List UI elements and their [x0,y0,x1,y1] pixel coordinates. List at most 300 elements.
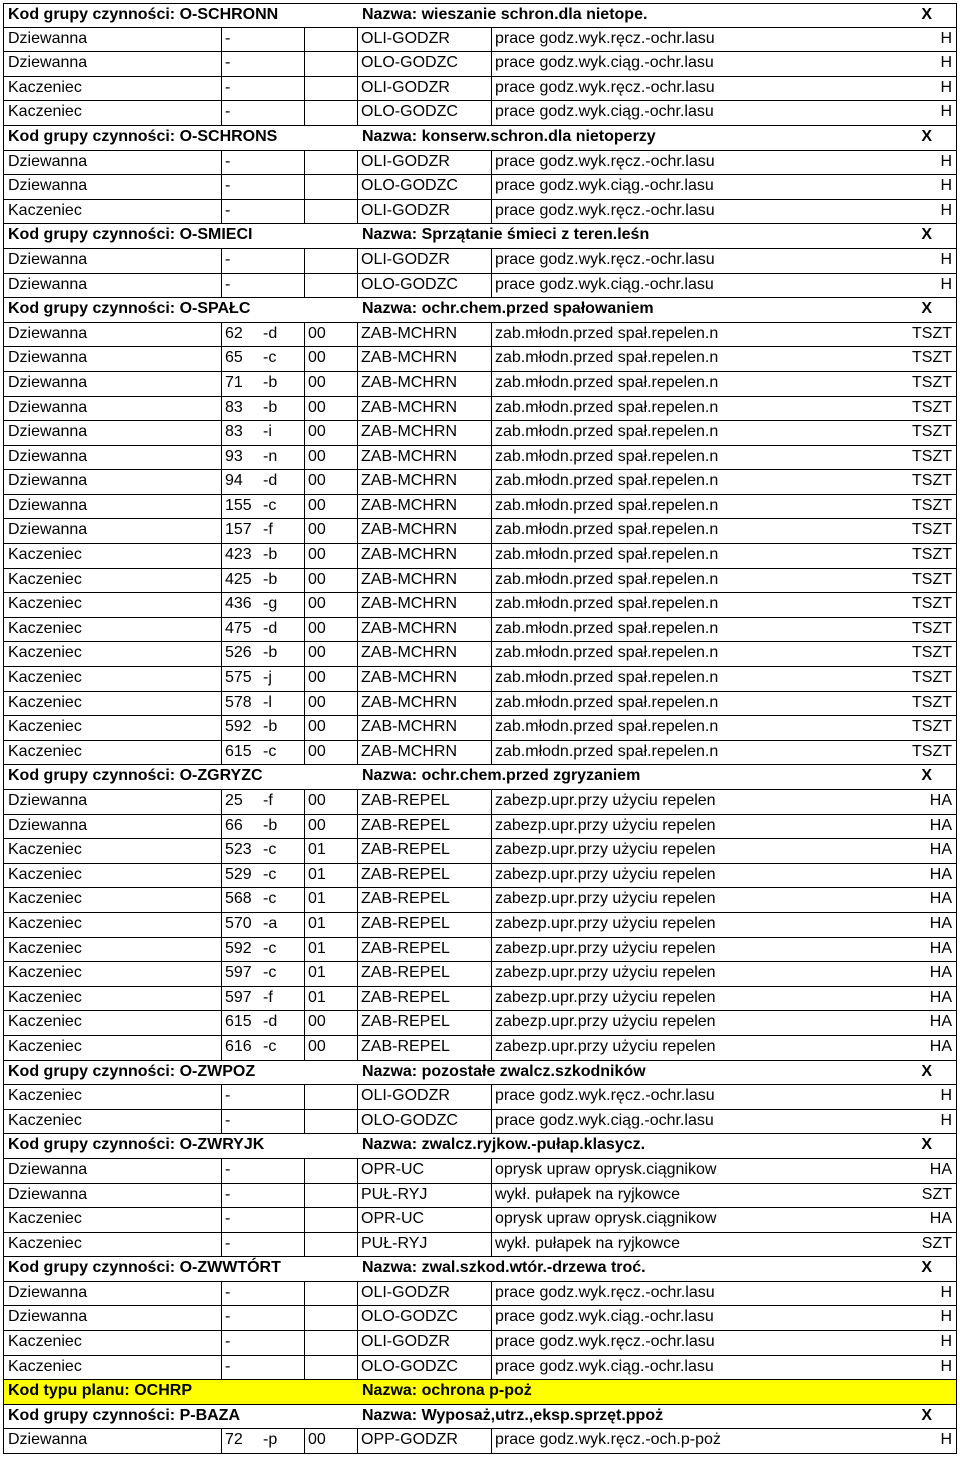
activity-description-cell: zabezp.upr.przy użyciu repelen [495,1037,716,1055]
subcompartment-letter-cell: -c [263,349,277,367]
column-divider [221,101,222,125]
column-divider [357,593,358,617]
column-divider [491,864,492,888]
group-code-label: Kod grupy czynności: O-SCHRONS [8,127,278,145]
group-code-label: Kod grupy czynności: O-ZWWTÓRT [8,1259,281,1277]
forest-district-cell: Kaczeniec [8,1210,82,1228]
column-divider [304,1085,305,1109]
column-divider [357,101,358,125]
forest-district-cell: Dziewanna [8,349,88,367]
column-divider [357,397,358,421]
table-row [3,175,957,200]
subcompartment-letter-cell: -b [263,373,278,391]
subcompartment-letter-cell: -d [263,1013,278,1031]
column-divider [221,790,222,814]
column-divider [491,1233,492,1257]
column-divider [304,274,305,298]
compartment-number-cell: - [225,1333,231,1351]
sub-code-cell: 00 [308,669,326,687]
column-divider [357,52,358,76]
compartment-number-cell: 592 [225,939,252,957]
activity-code-cell: ZAB-MCHRN [361,595,457,613]
activity-code-cell: PUŁ-RYJ [361,1185,428,1203]
column-divider [304,667,305,691]
column-divider [221,347,222,371]
activity-description-cell: prace godz.wyk.ręcz.-och.p-poż [495,1431,721,1449]
forest-district-cell: Dziewanna [8,373,88,391]
unit-cell: SZT [921,1185,952,1203]
column-divider [357,1184,358,1208]
unit-cell: TSZT [912,619,952,637]
activity-description-cell: zabezp.upr.przy użyciu repelen [495,865,716,883]
column-divider [221,1036,222,1060]
column-divider [357,642,358,666]
activity-code-cell: ZAB-REPEL [361,1037,450,1055]
table-row [3,962,957,987]
column-divider [357,1011,358,1035]
forest-district-cell: Dziewanna [8,447,88,465]
unit-cell: HA [929,1037,952,1055]
table-row [3,1011,957,1036]
column-divider [304,151,305,175]
activity-code-cell: ZAB-MCHRN [361,423,457,441]
sub-code-cell: 01 [308,914,326,932]
activity-code-cell: ZAB-MCHRN [361,324,457,342]
column-divider [491,1184,492,1208]
group-mark: X [921,300,932,318]
forest-district-cell: Dziewanna [8,1160,88,1178]
table-row [3,839,957,864]
compartment-number-cell: - [225,1160,231,1178]
activity-code-cell: OLO-GODZC [361,54,458,72]
unit-cell: H [940,1283,952,1301]
compartment-number-cell: - [225,103,231,121]
group-header-row [3,1061,957,1086]
column-divider [357,1036,358,1060]
sub-code-cell: 00 [308,1037,326,1055]
group-header-row [3,298,957,323]
column-divider [221,1011,222,1035]
activity-code-cell: ZAB-MCHRN [361,546,457,564]
forest-district-cell: Kaczeniec [8,964,82,982]
forest-district-cell: Dziewanna [8,1283,88,1301]
unit-cell: HA [929,792,952,809]
forest-district-cell: Dziewanna [8,1185,88,1203]
column-divider [491,52,492,76]
subcompartment-letter-cell: -g [263,595,278,613]
forest-district-cell: Dziewanna [8,275,88,293]
group-code-label: Kod grupy czynności: O-SPAŁC [8,300,251,318]
unit-cell: TSZT [912,546,952,564]
unit-cell: HA [929,841,952,859]
column-divider [304,200,305,224]
column-divider [221,569,222,593]
table-row [3,372,957,397]
activity-description-cell: zab.młodn.przed spał.repelen.n [495,447,719,465]
column-divider [221,28,222,52]
group-name-label: Nazwa: Sprzątanie śmieci z teren.leśn [362,226,650,244]
compartment-number-cell: - [225,152,231,170]
sub-code-cell: 00 [308,496,326,514]
column-divider [491,28,492,52]
activity-description-cell: prace godz.wyk.ręcz.-ochr.lasu [495,1333,715,1351]
subcompartment-letter-cell: -a [263,914,278,932]
group-header-row [3,126,957,151]
forest-district-cell: Dziewanna [8,423,88,441]
column-divider [491,618,492,642]
forest-district-cell: Kaczeniec [8,1087,82,1105]
column-divider [221,864,222,888]
unit-cell: HA [929,1013,952,1031]
activity-description-cell: zab.młodn.przed spał.repelen.n [495,472,719,490]
subcompartment-letter-cell: -b [263,718,278,736]
column-divider [221,618,222,642]
table-row [3,1159,957,1184]
compartment-number-cell: - [225,275,231,293]
table-row [3,790,957,815]
column-divider [357,1159,358,1183]
column-divider [357,1208,358,1232]
column-divider [357,839,358,863]
forest-district-cell: Kaczeniec [8,1333,82,1351]
activity-code-cell: OLO-GODZC [361,177,458,195]
compartment-number-cell: 83 [225,423,243,441]
sub-code-cell: 01 [308,890,326,908]
table-row [3,938,957,963]
plan-type-row [3,1380,957,1405]
sub-code-cell: 00 [308,324,326,342]
forest-district-cell: Kaczeniec [8,669,82,687]
column-divider [304,716,305,740]
column-divider [304,1429,305,1453]
column-divider [491,839,492,863]
activity-description-cell: prace godz.wyk.ciąg.-ochr.lasu [495,275,714,293]
table-row [3,569,957,594]
group-code-label: Kod grupy czynności: O-ZGRYZC [8,767,263,785]
column-divider [304,569,305,593]
activity-description-cell: prace godz.wyk.ciąg.-ochr.lasu [495,1308,714,1326]
subcompartment-letter-cell: -c [263,865,277,883]
group-mark: X [921,226,932,244]
activity-code-cell: OPP-GODZR [361,1431,458,1449]
column-divider [304,1011,305,1035]
unit-cell: TSZT [912,472,952,490]
column-divider [221,593,222,617]
activity-code-cell: OLI-GODZR [361,1087,450,1105]
sub-code-cell: 01 [308,964,326,982]
activity-description-cell: zab.młodn.przed spał.repelen.n [495,619,719,637]
column-divider [221,642,222,666]
sub-code-cell: 00 [308,1013,326,1031]
unit-cell: HA [929,1160,952,1178]
group-name-label: Nazwa: zwalcz.ryjkow.-pułap.klasycz. [362,1136,646,1154]
activity-code-cell: OLI-GODZR [361,152,450,170]
unit-cell: H [940,1357,952,1375]
compartment-number-cell: - [225,1087,231,1105]
activity-code-cell: ZAB-MCHRN [361,644,457,662]
subcompartment-letter-cell: -b [263,816,278,834]
forest-district-cell: Dziewanna [8,1431,88,1449]
compartment-number-cell: - [225,54,231,72]
column-divider [357,987,358,1011]
group-header-row [3,1405,957,1430]
forest-district-cell: Dziewanna [8,54,88,72]
column-divider [357,1110,358,1134]
table-row [3,151,957,176]
column-divider [491,151,492,175]
group-code-label: Kod grupy czynności: O-ZWPOZ [8,1062,256,1080]
column-divider [491,593,492,617]
column-divider [221,1184,222,1208]
unit-cell: H [940,201,952,219]
column-divider [304,421,305,445]
table-row [3,716,957,741]
column-divider [221,1208,222,1232]
table-row [3,446,957,471]
column-divider [491,815,492,839]
forest-district-cell: Kaczeniec [8,103,82,121]
activity-description-cell: prace godz.wyk.ręcz.-ochr.lasu [495,250,715,268]
activity-description-cell: prace godz.wyk.ciąg.-ochr.lasu [495,103,714,121]
compartment-number-cell: - [225,201,231,219]
column-divider [304,642,305,666]
compartment-number-cell: 94 [225,472,243,490]
activity-code-cell: ZAB-MCHRN [361,398,457,416]
activity-code-cell: OLI-GODZR [361,78,450,96]
column-divider [491,1208,492,1232]
compartment-number-cell: 616 [225,1037,252,1055]
compartment-number-cell: - [225,1308,231,1326]
table-row [3,347,957,372]
column-divider [221,938,222,962]
subcompartment-letter-cell: -c [263,742,277,760]
column-divider [491,101,492,125]
sub-code-cell: 00 [308,546,326,564]
column-divider [491,323,492,347]
sub-code-cell: 01 [308,988,326,1006]
compartment-number-cell: 578 [225,693,252,711]
column-divider [491,1282,492,1306]
column-divider [304,470,305,494]
column-divider [357,28,358,52]
compartment-number-cell: 155 [225,496,252,514]
column-divider [491,1306,492,1330]
forest-district-cell: Dziewanna [8,521,88,539]
table-row [3,692,957,717]
forest-district-cell: Kaczeniec [8,865,82,883]
table-row [3,667,957,692]
activity-code-cell: OPR-UC [361,1160,425,1178]
group-mark: X [921,127,932,145]
column-divider [491,544,492,568]
activity-description-cell: prace godz.wyk.ręcz.-ochr.lasu [495,1087,715,1105]
column-divider [221,962,222,986]
forest-district-cell: Kaczeniec [8,914,82,932]
column-divider [304,1159,305,1183]
column-divider [491,495,492,519]
column-divider [221,1356,222,1380]
table-row [3,987,957,1012]
column-divider [221,519,222,543]
subcompartment-letter-cell: -d [263,324,278,342]
activity-description-cell: prace godz.wyk.ciąg.-ochr.lasu [495,54,714,72]
column-divider [357,741,358,765]
column-divider [491,397,492,421]
group-mark: X [921,1406,932,1424]
table-row [3,519,957,544]
unit-cell: H [940,250,952,268]
column-divider [357,274,358,298]
group-code-label: Kod grupy czynności: P-BAZA [8,1406,241,1424]
compartment-number-cell: 436 [225,595,252,613]
column-divider [357,1331,358,1355]
column-divider [491,692,492,716]
column-divider [304,249,305,273]
unit-cell: H [940,1333,952,1351]
table-row [3,1429,957,1454]
unit-cell: H [940,78,952,96]
activity-description-cell: zabezp.upr.przy użyciu repelen [495,792,716,809]
sub-code-cell: 00 [308,447,326,465]
compartment-number-cell: 568 [225,890,252,908]
unit-cell: TSZT [912,423,952,441]
column-divider [221,421,222,445]
column-divider [491,888,492,912]
group-name-label: Nazwa: ochr.chem.przed spałowaniem [362,300,654,318]
unit-cell: TSZT [912,521,952,539]
column-divider [357,175,358,199]
column-divider [304,101,305,125]
activity-code-cell: ZAB-MCHRN [361,472,457,490]
activity-code-cell: OLI-GODZR [361,1333,450,1351]
activity-code-cell: ZAB-REPEL [361,964,450,982]
forest-district-cell: Dziewanna [8,792,88,809]
compartment-number-cell: 25 [225,792,243,809]
compartment-number-cell: 575 [225,669,252,687]
forest-district-cell: Kaczeniec [8,78,82,96]
activity-description-cell: prace godz.wyk.ręcz.-ochr.lasu [495,201,715,219]
activity-code-cell: OPR-UC [361,1210,425,1228]
column-divider [221,716,222,740]
unit-cell: SZT [921,1234,952,1252]
compartment-number-cell: - [225,1210,231,1228]
column-divider [304,593,305,617]
forest-district-cell: Kaczeniec [8,570,82,588]
forest-district-cell: Dziewanna [8,177,88,195]
unit-cell: HA [929,988,952,1006]
compartment-number-cell: 615 [225,742,252,760]
column-divider [221,1110,222,1134]
table-row [3,1208,957,1233]
table-row [3,1036,957,1061]
activity-code-cell: ZAB-REPEL [361,914,450,932]
unit-cell: HA [929,816,952,834]
column-divider [491,274,492,298]
activity-description-cell: zabezp.upr.przy użyciu repelen [495,1013,716,1031]
activity-description-cell: prace godz.wyk.ręcz.-ochr.lasu [495,29,715,47]
subcompartment-letter-cell: -b [263,546,278,564]
table-row [3,1282,957,1307]
column-divider [304,987,305,1011]
column-divider [304,741,305,765]
column-divider [304,1331,305,1355]
column-divider [357,1282,358,1306]
sub-code-cell: 01 [308,865,326,883]
forest-district-cell: Kaczeniec [8,742,82,760]
column-divider [357,962,358,986]
column-divider [304,815,305,839]
sub-code-cell: 00 [308,644,326,662]
column-divider [221,815,222,839]
column-divider [221,913,222,937]
unit-cell: HA [929,890,952,908]
unit-cell: TSZT [912,693,952,711]
sub-code-cell: 00 [308,472,326,490]
sub-code-cell: 00 [308,398,326,416]
compartment-number-cell: - [225,177,231,195]
column-divider [491,1085,492,1109]
forest-district-cell: Dziewanna [8,152,88,170]
table-row [3,1356,957,1381]
table-row [3,1306,957,1331]
table-row [3,1184,957,1209]
activity-code-cell: OLI-GODZR [361,250,450,268]
column-divider [491,667,492,691]
table-row [3,323,957,348]
unit-cell: TSZT [912,398,952,416]
column-divider [357,495,358,519]
activity-code-cell: OLO-GODZC [361,1357,458,1375]
activity-code-cell: ZAB-REPEL [361,841,450,859]
group-code-label: Kod grupy czynności: O-ZWRYJK [8,1136,265,1154]
column-divider [221,1159,222,1183]
column-divider [304,77,305,101]
compartment-number-cell: - [225,1283,231,1301]
group-mark: X [921,1136,932,1154]
unit-cell: TSZT [912,373,952,391]
forest-district-cell: Dziewanna [8,250,88,268]
unit-cell: HA [929,964,952,982]
column-divider [357,77,358,101]
unit-cell: H [940,1308,952,1326]
subcompartment-letter-cell: -d [263,619,278,637]
column-divider [304,692,305,716]
column-divider [491,569,492,593]
compartment-number-cell: 597 [225,988,252,1006]
column-divider [221,323,222,347]
subcompartment-letter-cell: -c [263,496,277,514]
activity-description-cell: oprysk upraw oprysk.ciągnikow [495,1160,717,1178]
column-divider [357,1429,358,1453]
column-divider [491,642,492,666]
activity-description-cell: zabezp.upr.przy użyciu repelen [495,841,716,859]
column-divider [304,839,305,863]
sub-code-cell: 00 [308,349,326,367]
compartment-number-cell: 72 [225,1431,243,1449]
group-mark: X [921,6,932,23]
forest-district-cell: Dziewanna [8,472,88,490]
column-divider [221,200,222,224]
activity-description-cell: zab.młodn.przed spał.repelen.n [495,742,719,760]
activity-description-cell: zab.młodn.przed spał.repelen.n [495,570,719,588]
activity-code-cell: ZAB-REPEL [361,1013,450,1031]
unit-cell: TSZT [912,595,952,613]
activity-code-cell: ZAB-MCHRN [361,447,457,465]
subcompartment-letter-cell: -f [263,792,273,809]
unit-cell: HA [929,1210,952,1228]
unit-cell: TSZT [912,496,952,514]
forest-district-cell: Kaczeniec [8,1111,82,1129]
